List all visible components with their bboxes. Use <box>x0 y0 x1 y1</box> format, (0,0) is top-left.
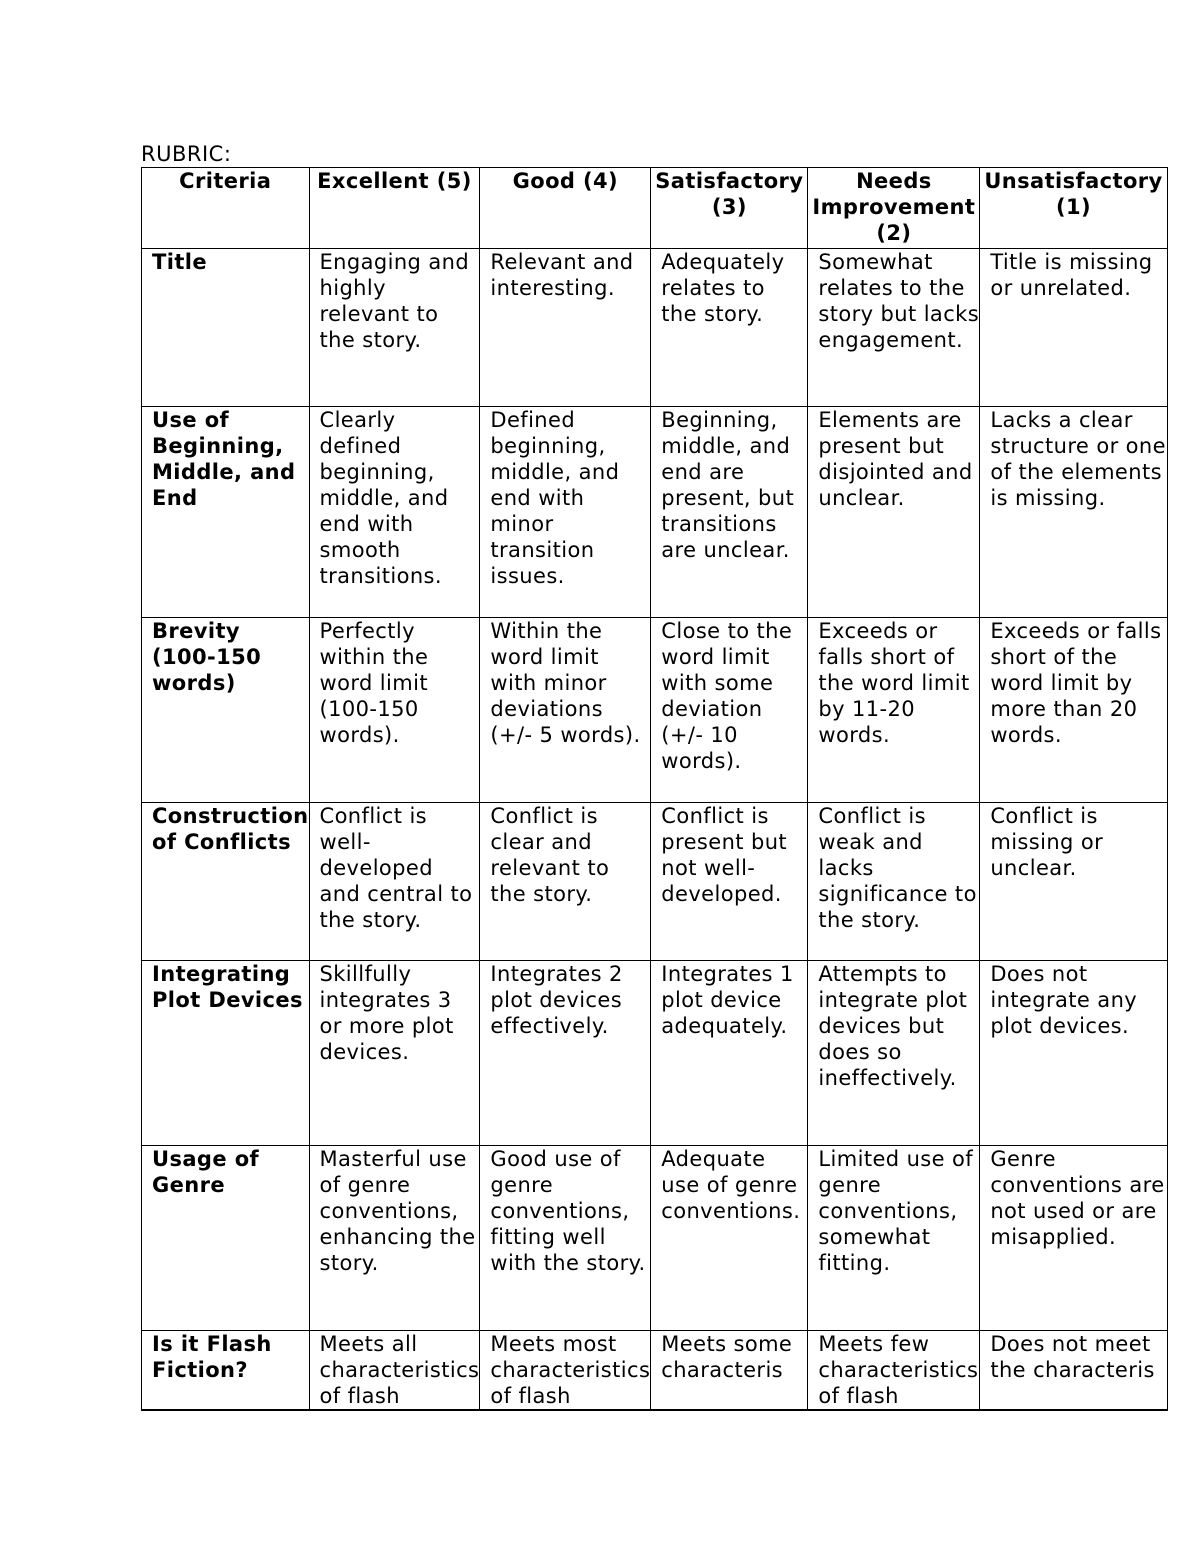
table-cell: Meets few characteristics of flash <box>808 1331 980 1411</box>
table-cell: Meets most characteristics of flash <box>480 1331 651 1411</box>
table-cell: Integrates 1 plot device adequately. <box>651 961 808 1146</box>
table-row <box>142 1146 1168 1331</box>
table-cell: Title is missing or unrelated. <box>980 249 1167 407</box>
header-good: Good (4) <box>480 168 651 249</box>
table-cell: Defined beginning, middle, and end with minor transition issues. <box>480 407 651 618</box>
table-cell: Limited use of genre conventions, somewhat fitting. <box>808 1146 980 1331</box>
header-excellent: Excellent (5) <box>309 168 480 249</box>
header-needs-improvement: Needs Improvement (2) <box>808 168 980 249</box>
table-row <box>142 249 1168 407</box>
table-cell: Integrates 2 plot devices effectively. <box>480 961 651 1146</box>
table-cell: Within the word limit with minor deviations (+/- 5 words). <box>480 618 651 803</box>
table-row <box>142 618 1168 803</box>
table-cell: Lacks a clear structure or one of the elements is missing. <box>980 407 1167 618</box>
header-criteria: Criteria <box>142 168 310 249</box>
table-cell: Engaging and highly relevant to the story. <box>309 249 480 407</box>
header-unsatisfactory: Unsatisfactory (1) <box>980 168 1167 249</box>
table-cell: Genre conventions are not used or are misapplied. <box>980 1146 1167 1331</box>
table-cell: Attempts to integrate plot devices but does so ineffectively. <box>808 961 980 1146</box>
table-cell: Conflict is well-developed and central to the story. <box>309 803 480 961</box>
table-cell: Conflict is present but not well-developed. <box>651 803 808 961</box>
criteria-cell: Brevity (100-150 words) <box>142 618 310 803</box>
table-cell: Beginning, middle, and end are present, but transitions are unclear. <box>651 407 808 618</box>
table-cell: Clearly defined beginning, middle, and end with smooth transitions. <box>309 407 480 618</box>
header-row <box>142 168 1168 249</box>
table-cell: Conflict is missing or unclear. <box>980 803 1167 961</box>
criteria-cell: Title <box>142 249 310 407</box>
table-row <box>142 1331 1168 1411</box>
criteria-cell: Use of Beginning, Middle, and End <box>142 407 310 618</box>
table-cell: Skillfully integrates 3 or more plot devices. <box>309 961 480 1146</box>
table-cell: Conflict is clear and relevant to the story. <box>480 803 651 961</box>
table-cell: Exceeds or falls short of the word limit by 11-20 words. <box>808 618 980 803</box>
table-cell: Meets all characteristics of flash <box>309 1331 480 1411</box>
table-cell: Adequately relates to the story. <box>651 249 808 407</box>
table-cell: Meets some characteris <box>651 1331 808 1411</box>
table-cell: Elements are present but disjointed and unclear. <box>808 407 980 618</box>
table-cell: Adequate use of genre conventions. <box>651 1146 808 1331</box>
header-satisfactory: Satisfactory (3) <box>651 168 808 249</box>
rubric-table <box>141 167 1168 1411</box>
table-row <box>142 961 1168 1146</box>
table-cell: Perfectly within the word limit (100-150 words). <box>309 618 480 803</box>
table-cell: Exceeds or falls short of the word limit by more than 20 words. <box>980 618 1167 803</box>
table-cell: Does not integrate any plot devices. <box>980 961 1167 1146</box>
table-row <box>142 803 1168 961</box>
criteria-cell: Usage of Genre <box>142 1146 310 1331</box>
rubric-heading: RUBRIC: <box>141 142 232 166</box>
table-cell: Good use of genre conventions, fitting well with the story. <box>480 1146 651 1331</box>
criteria-cell: Is it Flash Fiction? <box>142 1331 310 1411</box>
table-cell: Close to the word limit with some deviation (+/- 10 words). <box>651 618 808 803</box>
criteria-cell: Construction of Conflicts <box>142 803 310 961</box>
table-cell: Conflict is weak and lacks significance to the story. <box>808 803 980 961</box>
table-cell: Somewhat relates to the story but lacks engagement. <box>808 249 980 407</box>
table-row <box>142 407 1168 618</box>
table-cell: Relevant and interesting. <box>480 249 651 407</box>
criteria-cell: Integrating Plot Devices <box>142 961 310 1146</box>
table-cell: Masterful use of genre conventions, enhancing the story. <box>309 1146 480 1331</box>
table-cell: Does not meet the characteris <box>980 1331 1167 1411</box>
